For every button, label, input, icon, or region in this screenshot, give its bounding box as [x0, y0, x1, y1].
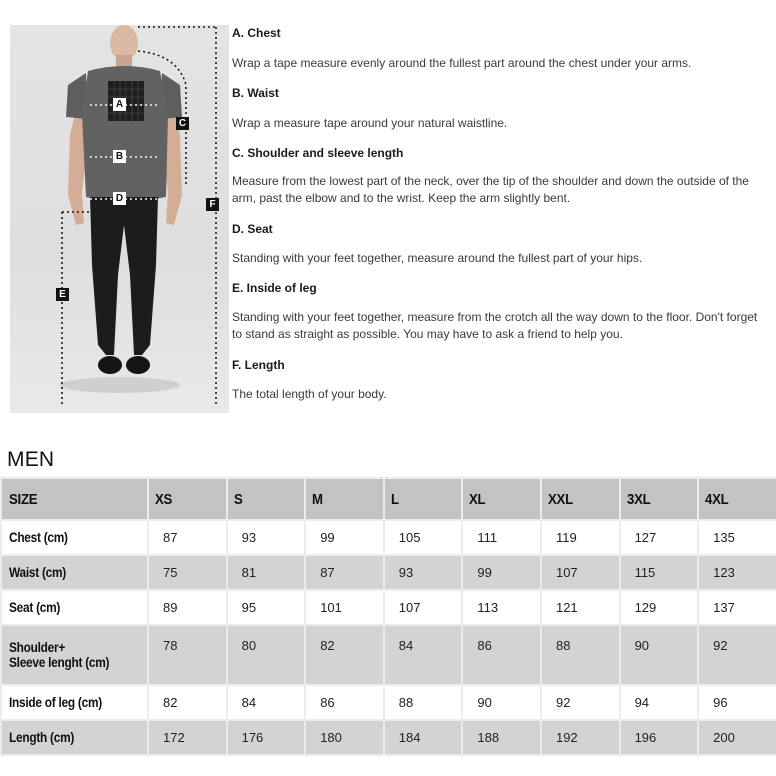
table-cell: 92 [541, 685, 620, 720]
table-cell: 99 [462, 555, 541, 590]
table-cell: 123 [698, 555, 776, 590]
column-header-s: S [227, 478, 306, 520]
instruction-title: D. Seat [232, 222, 273, 236]
table-cell: 90 [620, 625, 699, 685]
table-cell: 82 [148, 685, 227, 720]
table-row-length [1, 720, 776, 755]
table-cell: 115 [620, 555, 699, 590]
instruction-length [232, 357, 762, 403]
table-header-row [1, 478, 776, 520]
marker-f: F [206, 198, 219, 211]
table-cell: 96 [698, 685, 776, 720]
table-cell: 90 [462, 685, 541, 720]
table-cell: 93 [384, 555, 463, 590]
table-cell: 81 [227, 555, 306, 590]
table-cell: 84 [227, 685, 306, 720]
table-cell: 135 [698, 520, 776, 555]
table-cell: 119 [541, 520, 620, 555]
table-cell: 75 [148, 555, 227, 590]
column-header-l: L [384, 478, 463, 520]
table-cell: 192 [541, 720, 620, 755]
table-row-waist [1, 555, 776, 590]
table-cell: 88 [384, 685, 463, 720]
table-cell: 99 [305, 520, 384, 555]
row-label: Inside of leg (cm) [1, 685, 148, 720]
column-header-4xl: 4XL [698, 478, 776, 520]
table-cell: 84 [384, 625, 463, 685]
table-cell: 180 [305, 720, 384, 755]
table-cell: 196 [620, 720, 699, 755]
table-cell: 88 [541, 625, 620, 685]
instruction-shoulder-sleeve [232, 145, 762, 207]
row-label: Waist (cm) [1, 555, 148, 590]
instruction-text: Wrap a tape measure evenly around the fullest part around the chest under your arms. [232, 56, 692, 70]
table-cell: 101 [305, 590, 384, 625]
table-cell: 121 [541, 590, 620, 625]
table-cell: 176 [227, 720, 306, 755]
table-cell: 105 [384, 520, 463, 555]
table-cell: 86 [305, 685, 384, 720]
table-cell: 80 [227, 625, 306, 685]
instruction-seat [232, 221, 762, 267]
row-label: Length (cm) [1, 720, 148, 755]
instruction-chest [232, 25, 762, 72]
instruction-text: Standing with your feet together, measure around the fullest part of your hips. [232, 251, 643, 265]
table-cell: 87 [148, 520, 227, 555]
table-cell: 78 [148, 625, 227, 685]
size-chart-table [0, 477, 776, 756]
table-cell: 95 [227, 590, 306, 625]
table-cell: 111 [462, 520, 541, 555]
table-cell: 82 [305, 625, 384, 685]
measurement-figure [10, 25, 229, 413]
table-cell: 86 [462, 625, 541, 685]
marker-c: C [176, 117, 189, 130]
table-cell: 113 [462, 590, 541, 625]
instruction-title: C. Shoulder and sleeve length [232, 146, 404, 160]
row-label: Shoulder+ Sleeve lenght (cm) [1, 625, 148, 685]
table-row-seat [1, 590, 776, 625]
instruction-text: Standing with your feet together, measure from the crotch all the way down to the floor. Don't forget to stand as straight as possible. You may have to ask a friend to help you. [232, 310, 758, 341]
marker-a: A [113, 98, 126, 111]
instruction-title: E. Inside of leg [232, 281, 317, 295]
table-cell: 172 [148, 720, 227, 755]
table-cell: 107 [384, 590, 463, 625]
table-row-shoulder-sleeve [1, 625, 776, 685]
instruction-title: B. Waist [232, 86, 279, 100]
table-row-chest [1, 520, 776, 555]
table-cell: 107 [541, 555, 620, 590]
instruction-text: Measure from the lowest part of the neck, over the tip of the shoulder and down the outside of the arm, past the elbow and to the wrist. Keep the arm slightly bent. [232, 174, 749, 205]
table-cell: 87 [305, 555, 384, 590]
model-illustration [10, 25, 229, 413]
marker-e: E [56, 288, 69, 301]
table-cell: 94 [620, 685, 699, 720]
table-cell: 200 [698, 720, 776, 755]
instruction-inside-leg [232, 280, 762, 343]
table-cell: 89 [148, 590, 227, 625]
table-row-inside-leg [1, 685, 776, 720]
row-label: Chest (cm) [1, 520, 148, 555]
marker-b: B [113, 150, 126, 163]
table-cell: 129 [620, 590, 699, 625]
instruction-text: Wrap a measure tape around your natural waistline. [232, 116, 508, 130]
instruction-title: A. Chest [232, 26, 281, 40]
column-header-m: M [305, 478, 384, 520]
table-cell: 92 [698, 625, 776, 685]
column-header-3xl: 3XL [620, 478, 699, 520]
section-title-men: MEN [7, 448, 55, 471]
column-header-xxl: XXL [541, 478, 620, 520]
column-header-size: SIZE [1, 478, 148, 520]
instruction-text: The total length of your body. [232, 387, 387, 401]
column-header-xl: XL [462, 478, 541, 520]
row-label: Seat (cm) [1, 590, 148, 625]
table-cell: 137 [698, 590, 776, 625]
table-cell: 184 [384, 720, 463, 755]
table-cell: 188 [462, 720, 541, 755]
instruction-waist [232, 85, 762, 132]
marker-d: D [113, 192, 126, 205]
column-header-xs: XS [148, 478, 227, 520]
instruction-title: F. Length [232, 358, 285, 372]
table-cell: 127 [620, 520, 699, 555]
table-cell: 93 [227, 520, 306, 555]
